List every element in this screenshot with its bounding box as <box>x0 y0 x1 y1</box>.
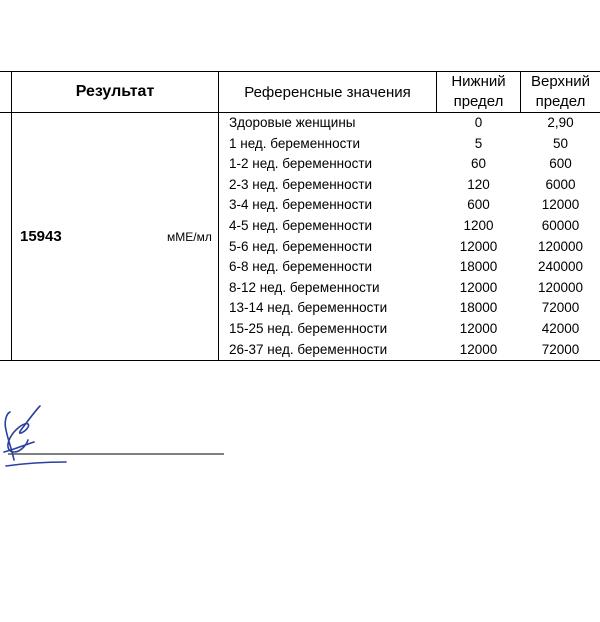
row-low: 12000 <box>459 341 498 357</box>
row-high: 72000 <box>541 300 580 316</box>
row-low: 12000 <box>459 279 498 295</box>
row-name: 6-8 нед. беременности <box>229 259 373 275</box>
row-high: 12000 <box>541 197 580 213</box>
header-upper-limit <box>521 72 600 112</box>
row-high: 600 <box>549 156 572 172</box>
row-low: 5 <box>474 135 483 151</box>
result-value: 15943 <box>20 228 62 245</box>
row-low: 0 <box>474 115 483 130</box>
row-low: 12000 <box>459 320 498 336</box>
table-left-border <box>11 71 12 361</box>
table-row <box>219 216 600 237</box>
header-lower-line2: предел <box>453 93 504 110</box>
row-high: 6000 <box>545 176 576 192</box>
table-row <box>219 195 600 216</box>
table-row <box>219 134 600 155</box>
table-row <box>219 257 600 278</box>
row-name: 1 нед. беременности <box>229 135 361 151</box>
row-high: 60000 <box>541 217 580 233</box>
table-row <box>219 278 600 299</box>
table-bottom-border <box>0 360 600 361</box>
row-low: 60 <box>470 156 487 172</box>
reference-rows <box>219 113 600 360</box>
row-low: 12000 <box>459 238 498 254</box>
table-row <box>219 319 600 340</box>
row-low: 120 <box>467 176 490 192</box>
row-name: 15-25 нед. беременности <box>229 320 388 336</box>
table-row <box>219 154 600 175</box>
row-name: Здоровые женщины <box>229 115 356 130</box>
signature <box>0 400 230 480</box>
table-row <box>219 113 600 134</box>
result-unit: мМЕ/мл <box>167 230 212 244</box>
table-row <box>219 175 600 196</box>
row-high: 2,90 <box>547 115 574 130</box>
row-name: 8-12 нед. беременности <box>229 279 380 295</box>
row-high: 42000 <box>541 320 580 336</box>
header-lower-limit <box>437 72 520 112</box>
table-row <box>219 298 600 319</box>
row-name: 13-14 нед. беременности <box>229 300 388 316</box>
row-name: 2-3 нед. беременности <box>229 176 373 192</box>
row-low: 18000 <box>459 259 498 275</box>
header-reference: Референсные значения <box>244 83 411 101</box>
row-high: 240000 <box>537 259 584 275</box>
table-row <box>219 340 600 361</box>
header-upper-line2: предел <box>535 93 586 110</box>
row-low: 18000 <box>459 300 498 316</box>
row-name: 3-4 нед. беременности <box>229 197 373 213</box>
row-name: 4-5 нед. беременности <box>229 217 373 233</box>
row-high: 120000 <box>537 279 584 295</box>
signature-stroke <box>4 406 66 466</box>
row-name: 5-6 нед. беременности <box>229 238 373 254</box>
row-high: 120000 <box>537 238 584 254</box>
header-result: Результат <box>75 83 155 100</box>
header-upper-line1: Верхний <box>530 73 591 90</box>
row-name: 26-37 нед. беременности <box>229 341 388 357</box>
header-lower-line1: Нижний <box>451 73 506 90</box>
row-high: 72000 <box>541 341 580 357</box>
table-row <box>219 237 600 258</box>
row-low: 600 <box>467 197 490 213</box>
row-low: 1200 <box>463 217 494 233</box>
row-name: 1-2 нед. беременности <box>229 156 373 172</box>
row-high: 50 <box>552 135 569 151</box>
